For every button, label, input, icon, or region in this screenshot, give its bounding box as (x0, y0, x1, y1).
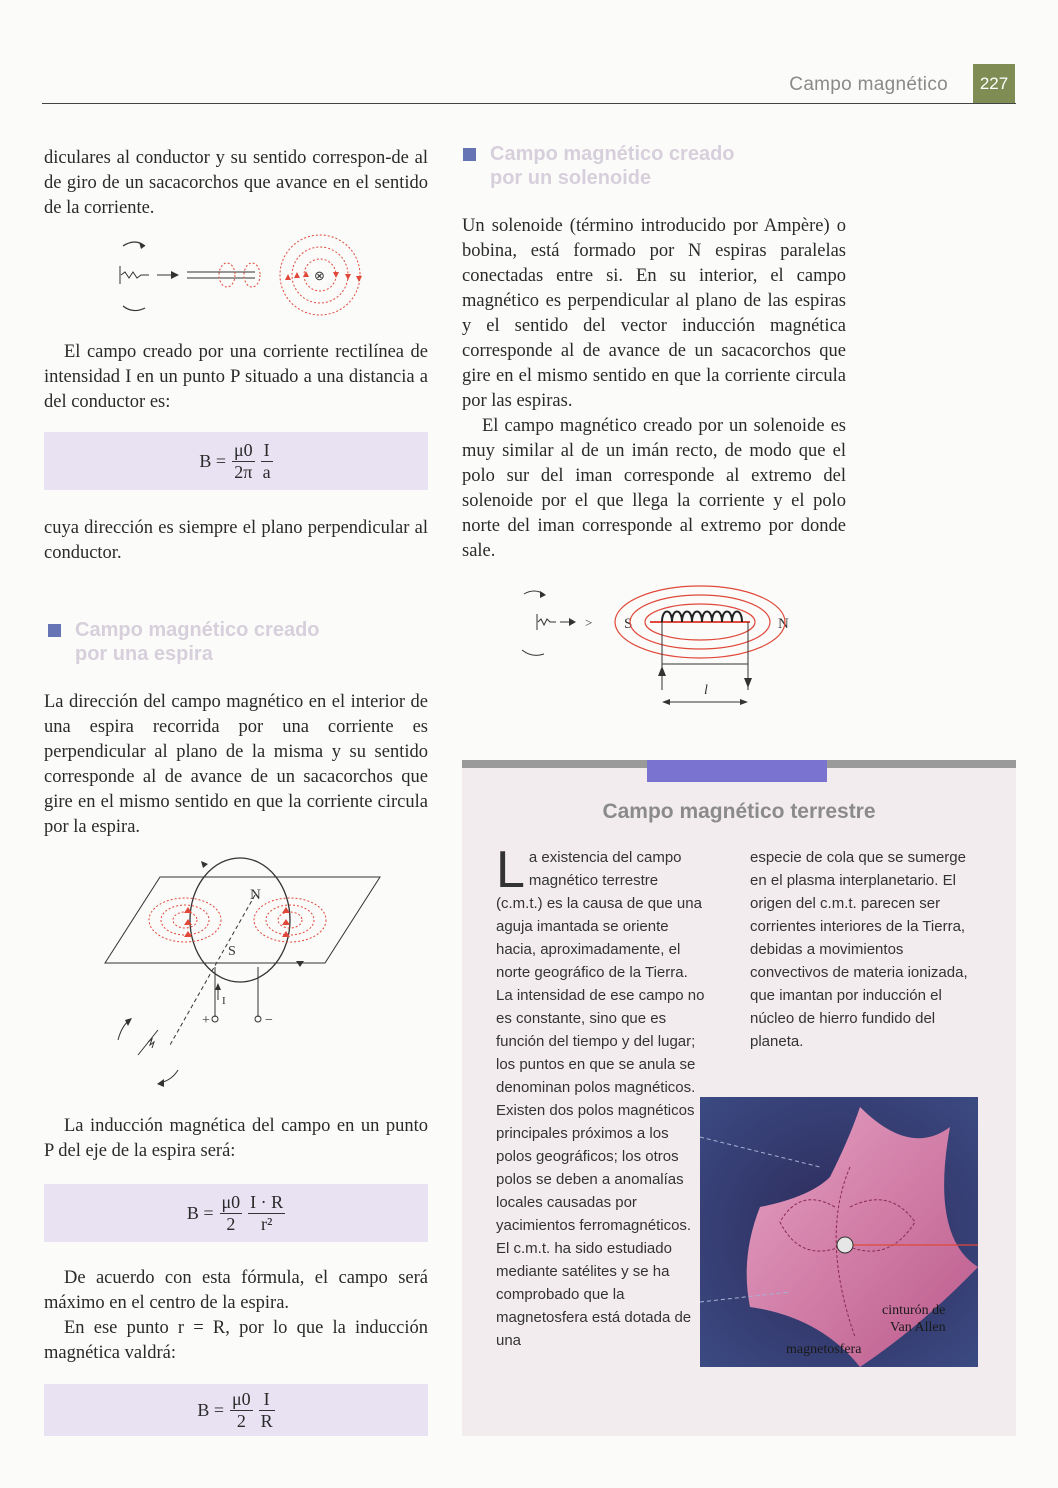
section-bullet-icon (48, 624, 61, 637)
label-van-allen-1: cinturón de (882, 1303, 946, 1318)
running-header-title: Campo magnético (789, 74, 948, 95)
formula-loop-axis (44, 1184, 428, 1242)
left-paragraph-3: cuya dirección es siempre el plano perpendicular al conductor. (44, 518, 428, 563)
label-van-allen-2: Van Allen (890, 1320, 946, 1335)
sidebar-text-1: a existencia del campo magnético terrestre (c.m.t.) es la causa de que una aguja imantada se oriente hacia, aproximadamente, el norte geográfico de la Tierra. La intensidad de ese campo no es constante, sino que es función del tiempo y del lugar; los puntos en que se anula se denominan polos magnéticos. Existen dos polos magnéticos principales próximos a los polos geográficos; los otros polos se deben a anomalías locales causadas por yacimientos ferromagnéticos. El c.m.t. ha sido estudiado mediante satélites y se ha comprobado que la magnetosfera está dotada de una (496, 849, 705, 1349)
sidebar-box-title: Campo magnético terrestre (602, 800, 876, 823)
solenoid-field-figure (510, 578, 810, 713)
solenoid-label-s: S (624, 616, 633, 632)
section-bullet-icon (463, 148, 476, 161)
sidebar-column-2 (750, 846, 978, 1053)
formula-lhs: B = (197, 1399, 224, 1420)
solenoid-label-n: N (778, 616, 789, 632)
right-paragraph-1: Un solenoide (término introducido por Ampère) o bobina, está formado por N espiras paralelas conectadas entre si. En su interior, el campo magnético es perpendicular al plano de las espiras y el sentido del vector inducción magnética corresponde al de avance de un sacacorchos que gire en el mismo sentido en que la corriente circula por las espiras. (462, 216, 846, 411)
section-heading-solenoide: Campo magnético creado por un solenoide (490, 142, 830, 190)
formula-fraction-2: $\frac{I}{R}$ (260, 1388, 273, 1431)
label-magnetosphere: magnetosfera (786, 1342, 862, 1357)
sidebar-column-1 (496, 841, 706, 1352)
formula-fraction-1: $\frac{\mu 0}{2\pi}$ (234, 439, 253, 482)
svg-text:⊗: ⊗ (314, 268, 325, 283)
left-paragraph-5: La inducción magnética del campo en un punto P del eje de la espira será: (44, 1116, 428, 1161)
formula-lhs: B = (186, 1202, 214, 1223)
formula-fraction-2: $\frac{I}{a}$ (262, 439, 271, 482)
svg-text:>: > (585, 615, 593, 630)
loop-field-figure (100, 855, 390, 1090)
loop-label-minus: − (265, 1013, 273, 1028)
left-paragraph-7: En ese punto r = R, por lo que la inducción magnética valdrá: (44, 1318, 428, 1363)
section-heading-espira: Campo magnético creado por una espira (75, 618, 415, 666)
formula-lhs: B = (199, 450, 226, 471)
left-paragraph-2: El campo creado por una corriente rectilínea de intensidad I en un punto P situado a una distancia a del conductor es: (44, 342, 428, 412)
straight-wire-field-figure (105, 228, 385, 323)
formula-fraction-2: $\frac{I \cdot R}{\text{r²}}$ (250, 1191, 284, 1234)
header-rule (42, 103, 1016, 104)
left-paragraph-1: diculares al conductor y su sentido correspon-de al de giro de un sacacorchos que avance en el sentido de la corriente. (44, 148, 428, 218)
page-number: 227 (973, 64, 1015, 104)
solenoid-label-l: l (704, 683, 708, 698)
formula-loop-center (44, 1384, 428, 1436)
loop-label-plus: + (202, 1013, 210, 1028)
left-paragraph-4: La dirección del campo magnético en el interior de una espira recorrida por una corriente es perpendicular al plano de la misma y su sentido corresponde al de avance de un sacacorchos que gire en el mismo sentido en que la corriente circula por la espira. (44, 692, 428, 837)
right-paragraph-2: El campo magnético creado por un solenoide es muy similar al de un imán recto, de modo que el polo sur del iman corresponde al extremo del solenoide por el que llega la corriente y el polo norte del iman corresponde al extremo por donde sale. (462, 416, 846, 561)
sidebar-box-tab (647, 760, 827, 782)
formula-straight-wire (44, 432, 428, 490)
formula-fraction-1: $\frac{\mu 0}{2}$ (232, 1388, 251, 1431)
sidebar-text-2: especie de cola que se sumerge en el plasma interplanetario. El origen del c.m.t. parecen ser corrientes interiores de la Tierra, debidas a movimientos convectivos de materia ionizada, que imantan por inducción el núcleo de hierro fundido del planeta. (750, 849, 968, 1050)
formula-fraction-1: $\frac{\mu 0}{2}$ (221, 1191, 241, 1234)
magnetosphere-image (700, 1097, 978, 1367)
loop-label-i: I (222, 995, 226, 1007)
dropcap-letter: L (496, 841, 525, 899)
left-paragraph-6: De acuerdo con esta fórmula, el campo será máximo en el centro de la espira. (44, 1268, 428, 1313)
loop-label-n: N (250, 887, 261, 903)
loop-label-s: S (228, 944, 236, 959)
